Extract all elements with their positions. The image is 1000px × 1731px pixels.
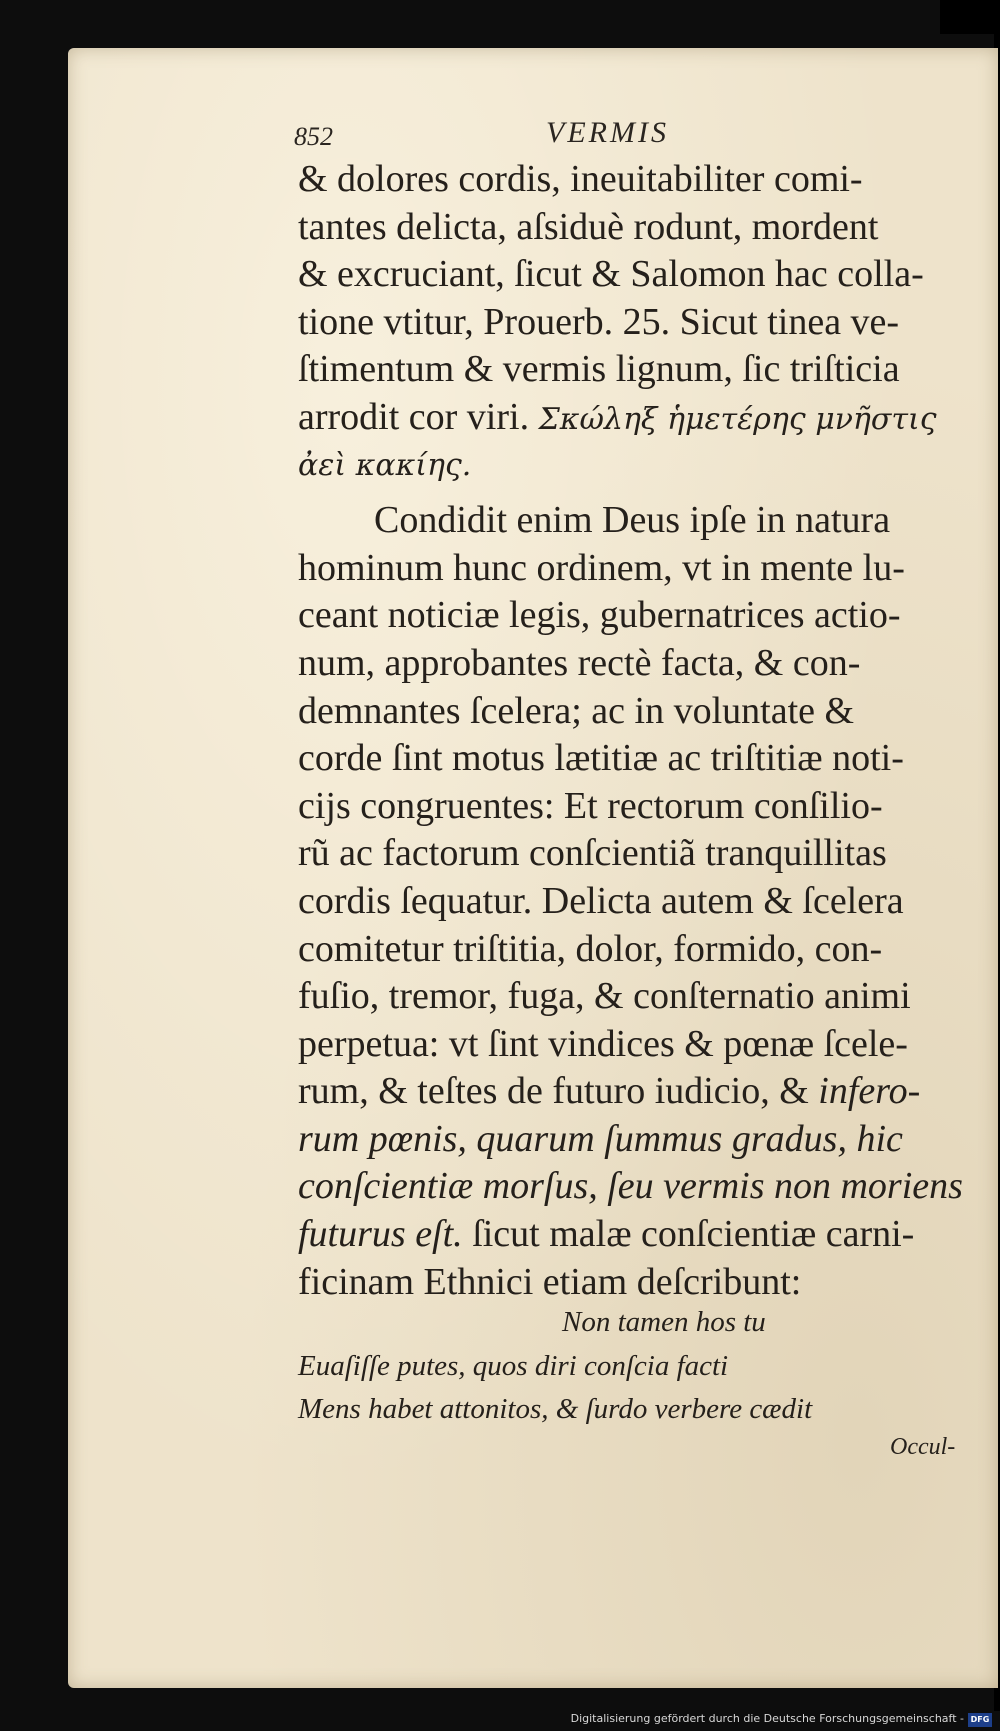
text-line: tione vtitur, Prouerb. 25. Sicut tinea ve-: [298, 300, 900, 343]
text-fragment: ſicut malæ conſcientiæ carni-: [472, 1213, 915, 1256]
page-header: [294, 114, 714, 154]
text-line: tantes delicta, aſsiduè rodunt, mordent: [298, 205, 879, 248]
italic-fragment: infero-: [818, 1070, 921, 1113]
text-line: num, approbantes rectè facta, & con-: [298, 641, 861, 684]
text-line-mixed: [298, 1211, 970, 1259]
body-text: [298, 156, 970, 1306]
text-line: ſtimentum & vermis lignum, ſic triſticia: [298, 348, 900, 391]
paragraph-start: Condidit enim Deus ipſe in natura: [374, 499, 891, 542]
text-line: & dolores cordis, ineuitabiliter comi-: [298, 158, 863, 200]
catchword: Occul-: [890, 1434, 956, 1460]
text-fragment: rum, & teſtes de futuro iudicio, &: [298, 1070, 809, 1113]
greek-line: ἀεὶ κακίης.: [298, 447, 472, 483]
text-line: ficinam Ethnici etiam deſcribunt:: [298, 1260, 802, 1303]
text-line: perpetua: vt ſint vindices & pœnæ ſcele-: [298, 1022, 908, 1065]
italic-line: conſcientiæ morſus, ſeu vermis non moriens: [298, 1165, 963, 1208]
text-line: hominum hunc ordinem, vt in mente lu-: [298, 546, 905, 589]
greek-quote: Σκώληξ ἡμετέρης μνῆστις: [538, 401, 937, 437]
text-line: rũ ac factorum conſcientiã tranquillitas: [298, 832, 887, 875]
running-head: VERMIS: [546, 116, 669, 149]
verse-line: Non tamen hos tu: [562, 1306, 766, 1338]
text-line-with-italic: [298, 1068, 970, 1116]
paragraph-gap: [298, 489, 970, 497]
text-line: & excruciant, ſicut & Salomon hac colla-: [298, 253, 924, 296]
text-line: comitetur triſtitia, dolor, formido, con-: [298, 927, 883, 970]
italic-line: rum pœnis, quarum ſummus gradus, hic: [298, 1117, 903, 1160]
text-line: cijs congruentes: Et rectorum conſilio-: [298, 784, 883, 827]
scan-top-edge: [940, 0, 1000, 34]
text-line: cordis ſequatur. Delicta autem & ſcelera: [298, 879, 904, 922]
text-line: fuſio, tremor, fuga, & conſternatio animi: [298, 975, 911, 1018]
verse-line: Euaſiſſe putes, quos diri conſcia facti: [298, 1350, 729, 1382]
text-line-with-greek: [298, 394, 970, 442]
text-line: ceant noticiæ legis, gubernatrices actio-: [298, 594, 901, 637]
italic-fragment: futurus eſt.: [298, 1213, 463, 1256]
text-fragment: arrodit cor viri.: [298, 395, 530, 438]
text-line: demnantes ſcelera; ac in voluntate &: [298, 689, 855, 732]
page-number: 852: [294, 122, 333, 151]
dfg-logo: DFG: [968, 1713, 992, 1727]
verse-line: Mens habet attonitos, & ſurdo verbere cædit: [298, 1393, 813, 1425]
text-line: corde ſint motus lætitiæ ac triſtitiæ noti-: [298, 737, 904, 780]
digitization-credit: Digitalisierung gefördert durch die Deutsche Forschungsgemeinschaft -: [570, 1712, 964, 1725]
